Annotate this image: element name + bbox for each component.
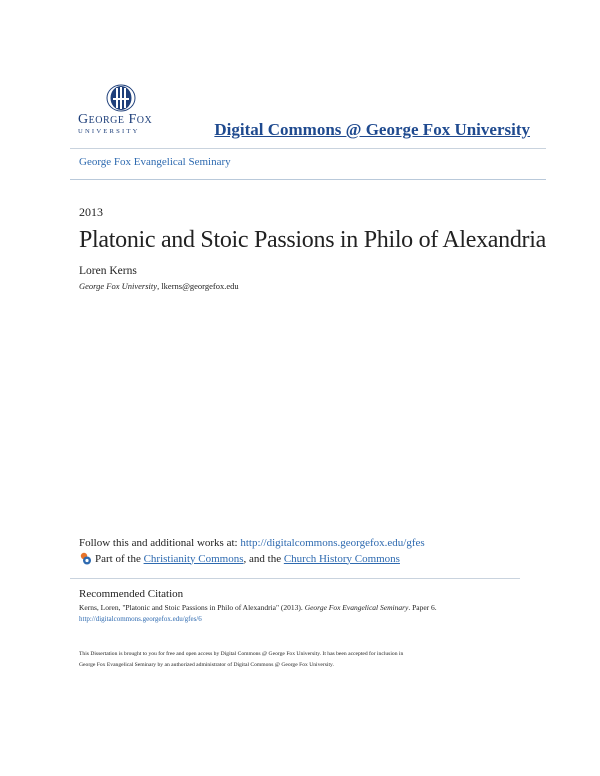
citation-divider	[70, 578, 520, 579]
header-divider	[70, 148, 546, 149]
paper-title: Platonic and Stoic Passions in Philo of Alexandria	[79, 227, 546, 253]
citation-source: George Fox Evangelical Seminary	[304, 603, 409, 612]
follow-line	[79, 537, 425, 549]
church-history-commons-link[interactable]: Church History Commons	[283, 552, 400, 565]
part-of-line	[79, 552, 400, 565]
logo-subtitle: UNIVERSITY	[78, 128, 140, 135]
publication-year: 2013	[79, 205, 103, 219]
recommended-citation-heading: Recommended Citation	[79, 588, 184, 600]
george-fox-logo-icon	[106, 84, 136, 112]
author-email[interactable]: lkerns@georgefox.edu	[161, 281, 239, 291]
citation-text	[79, 603, 437, 612]
follow-prefix: Follow this and additional works at:	[79, 537, 241, 549]
citation-pre: Kerns, Loren, "Platonic and Stoic Passions in Philo of Alexandria" (2013).	[79, 603, 305, 612]
affiliation-text: George Fox University	[79, 281, 158, 291]
part-of-middle: , and the	[243, 552, 282, 565]
repository-title-link[interactable]: Digital Commons @ George Fox University	[214, 120, 530, 139]
citation-url-link[interactable]: http://digitalcommons.georgefox.edu/gfes/6	[79, 615, 202, 623]
collection-link[interactable]: George Fox Evangelical Seminary	[79, 156, 231, 168]
footer-line-1: This Dissertation is brought to you for free and open access by Digital Commons @ George Fox University. It has been accepted for inclusion in	[79, 651, 404, 657]
collection-divider	[70, 179, 546, 180]
university-logo[interactable]	[78, 84, 168, 142]
footer-line-2: George Fox Evangelical Seminary by an authorized administrator of Digital Commons @ George Fox University.	[79, 662, 334, 668]
christianity-commons-link[interactable]: Christianity Commons	[143, 552, 244, 565]
author-name: Loren Kerns	[79, 265, 137, 277]
author-affiliation: George Fox University, lkerns@georgefox.edu	[79, 281, 239, 291]
logo-name: George Fox	[78, 112, 153, 127]
follow-url-link[interactable]: http://digitalcommons.georgefox.edu/gfes	[240, 537, 425, 549]
citation-post: . Paper 6.	[408, 603, 437, 612]
commons-network-icon	[79, 552, 92, 565]
part-of-prefix: Part of the	[95, 552, 141, 565]
footer-notice	[79, 649, 519, 671]
